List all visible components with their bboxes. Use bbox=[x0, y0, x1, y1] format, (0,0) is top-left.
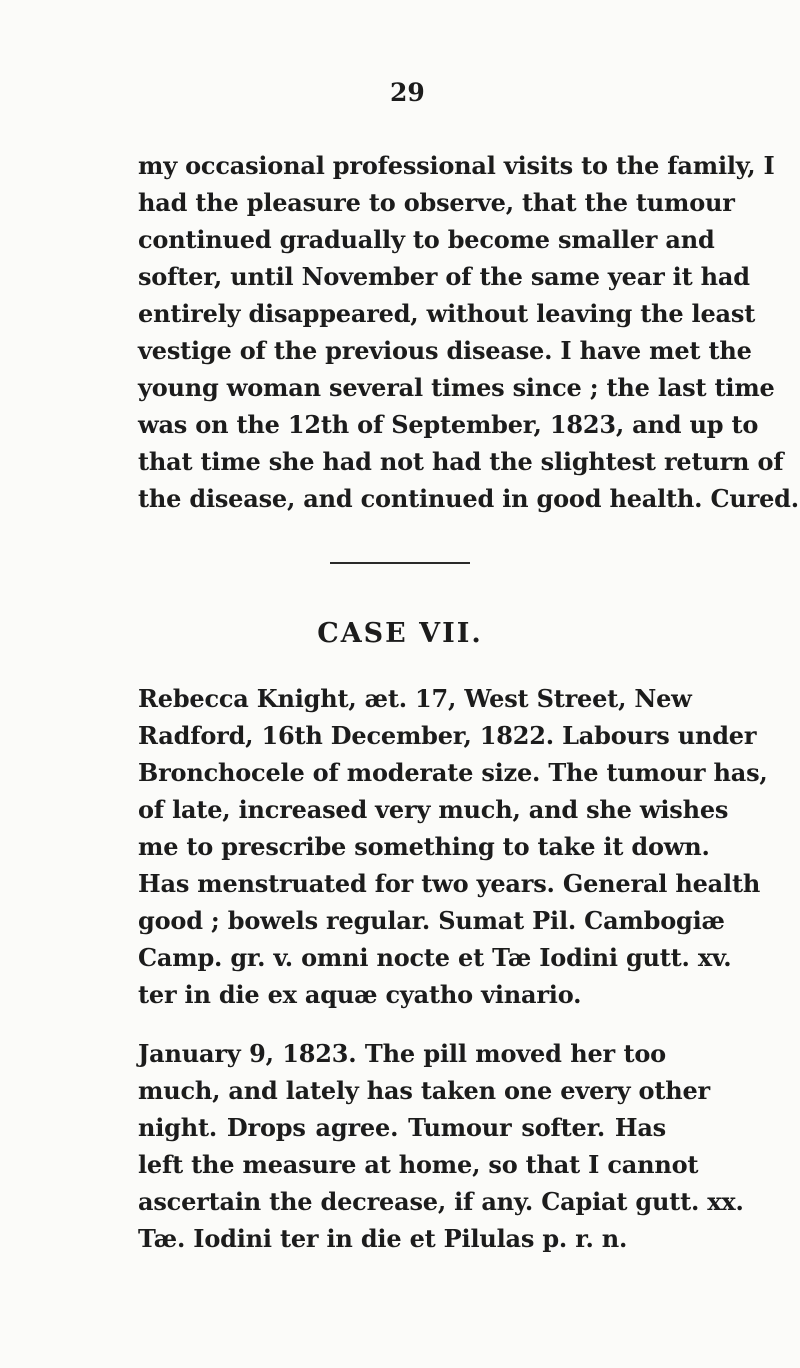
text-line: Rebecca Knight, æt. 17, West Street, New bbox=[138, 684, 692, 713]
text-line: entirely disappeared, without leaving the least bbox=[138, 299, 756, 328]
text-line: of late, increased very much, and she wishes bbox=[138, 795, 729, 824]
text-line: Bronchocele of moderate size. The tumour has, bbox=[138, 758, 768, 787]
text-line: Radford, 16th December, 1822. Labours under bbox=[138, 721, 757, 750]
text-line: ascertain the decrease, if any. Capiat gutt. xx. bbox=[138, 1187, 744, 1216]
text-line: continued gradually to become smaller and bbox=[138, 225, 715, 254]
text-line: was on the 12th of September, 1823, and up to bbox=[138, 410, 759, 439]
text-line: left the measure at home, so that I cannot bbox=[138, 1150, 699, 1179]
text-line: good ; bowels regular. Sumat Pil. Cambogiæ bbox=[138, 906, 725, 935]
text-line: ter in die ex aquæ cyatho vinario. bbox=[138, 980, 582, 1009]
text-line: Tæ. Iodini ter in die et Pilulas p. r. n. bbox=[138, 1224, 628, 1253]
text-line: softer, until November of the same year it had bbox=[138, 262, 750, 291]
text-line: the disease, and continued in good health. Cured. bbox=[138, 484, 799, 513]
text-line: much, and lately has taken one every other bbox=[138, 1076, 710, 1105]
section-divider bbox=[330, 562, 470, 564]
text-line: night. Drops agree. Tumour softer. Has bbox=[138, 1113, 666, 1142]
text-line: me to prescribe something to take it down. bbox=[138, 832, 710, 861]
paragraph-continuation bbox=[138, 147, 799, 517]
case-heading: CASE VII. bbox=[317, 618, 483, 649]
text-line: vestige of the previous disease. I have met the bbox=[138, 336, 752, 365]
paragraph-case-intro bbox=[138, 680, 768, 1013]
text-line: young woman several times since ; the last time bbox=[138, 373, 775, 402]
page-number: 29 bbox=[390, 78, 425, 107]
text-line: had the pleasure to observe, that the tumour bbox=[138, 188, 735, 217]
text-line: Has menstruated for two years. General health bbox=[138, 869, 761, 898]
text-line: January 9, 1823. The pill moved her too bbox=[138, 1039, 666, 1068]
text-line: that time she had not had the slightest return of bbox=[138, 447, 784, 476]
text-line: Camp. gr. v. omni nocte et Tæ Iodini gutt. xv. bbox=[138, 943, 732, 972]
text-line: my occasional professional visits to the family, I bbox=[138, 151, 775, 180]
paragraph-followup bbox=[138, 1035, 744, 1257]
